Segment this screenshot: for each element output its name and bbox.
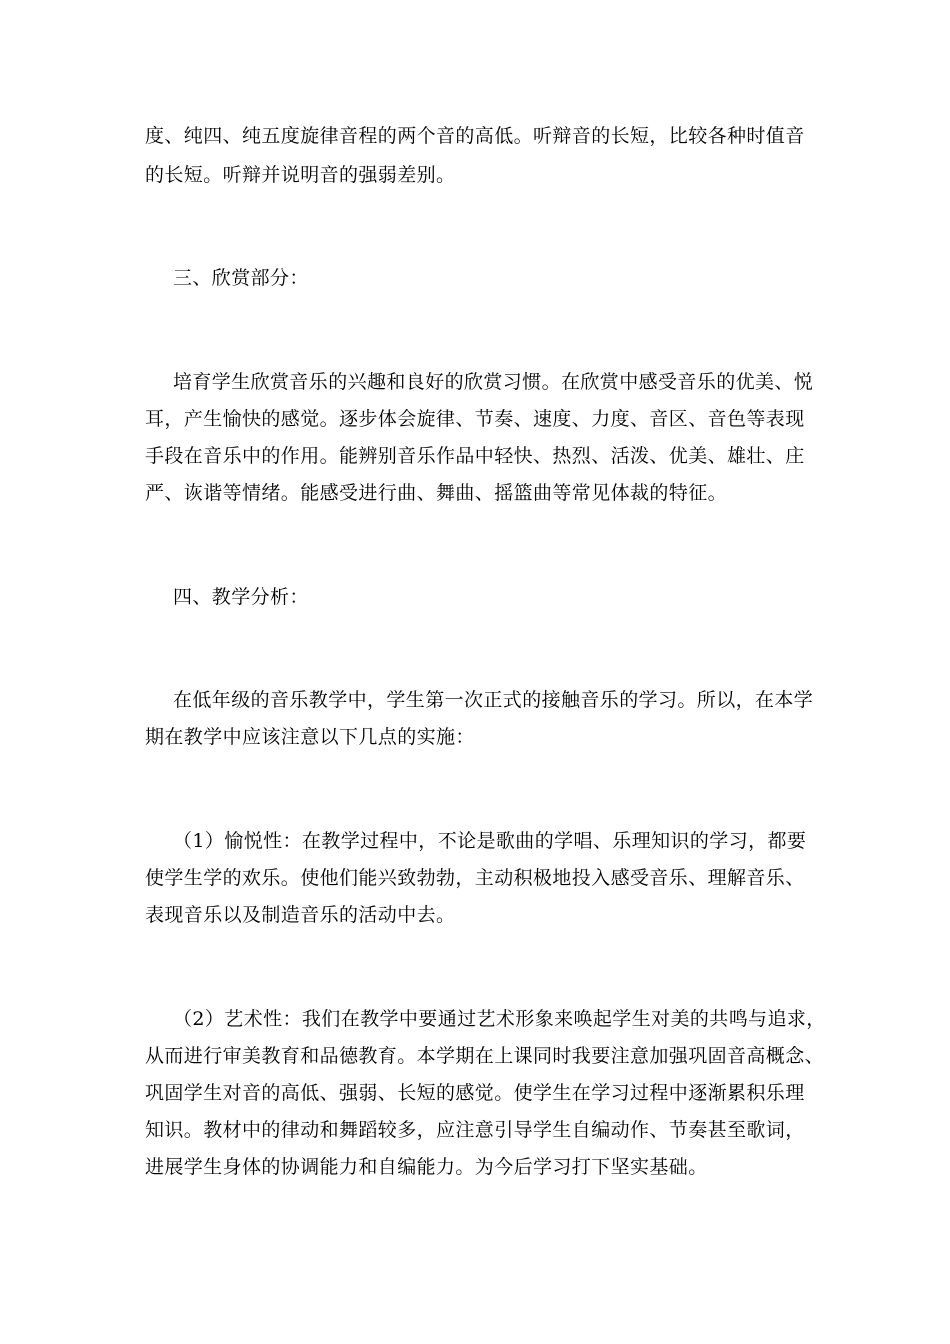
text-line: 培育学生欣赏音乐的兴趣和良好的欣赏习惯。在欣赏中感受音乐的优美、悦 — [173, 371, 814, 393]
section-heading-appreciation: 三、欣赏部分： — [173, 267, 309, 289]
text-line: 从而进行审美教育和品德教育。本学期在上课同时我要注意加强巩固音高概念、 — [145, 1045, 825, 1067]
text-line: 严、诙谐等情绪。能感受进行曲、舞曲、摇篮曲等常见体裁的特征。 — [145, 482, 728, 504]
text-line: （1）愉悦性：在教学过程中，不论是歌曲的学唱、乐理知识的学习，都要 — [173, 830, 807, 852]
text-line: 期在教学中应该注意以下几点的实施： — [145, 726, 475, 748]
text-line: 手段在音乐中的作用。能辨别音乐作品中轻快、热烈、活泼、优美、雄壮、庄 — [145, 445, 805, 467]
text-line: 巩固学生对音的高低、强弱、长短的感觉。使学生在学习过程中逐渐累积乐理 — [145, 1082, 805, 1104]
text-line: 耳，产生愉快的感觉。逐步体会旋律、节奏、速度、力度、音区、音色等表现 — [145, 408, 805, 430]
text-line: 表现音乐以及制造音乐的活动中去。 — [145, 904, 456, 926]
text-line: 使学生学的欢乐。使他们能兴致勃勃，主动积极地投入感受音乐、理解音乐、 — [145, 867, 805, 889]
text-line: 进展学生身体的协调能力和自编能力。为今后学习打下坚实基础。 — [145, 1156, 708, 1178]
text-line: 在低年级的音乐教学中，学生第一次正式的接触音乐的学习。所以，在本学 — [173, 689, 814, 711]
text-line: （2）艺术性：我们在教学中要通过艺术形象来唤起学生对美的共鸣与追求， — [173, 1008, 826, 1030]
text-line: 知识。教材中的律动和舞蹈较多，应注意引导学生自编动作、节奏甚至歌词， — [145, 1119, 805, 1141]
section-heading-teaching-analysis: 四、教学分析： — [173, 586, 309, 608]
text-line: 的长短。听辩并说明音的强弱差别。 — [145, 164, 456, 186]
text-line: 度、纯四、纯五度旋律音程的两个音的高低。听辩音的长短，比较各种时值音 — [145, 125, 805, 147]
